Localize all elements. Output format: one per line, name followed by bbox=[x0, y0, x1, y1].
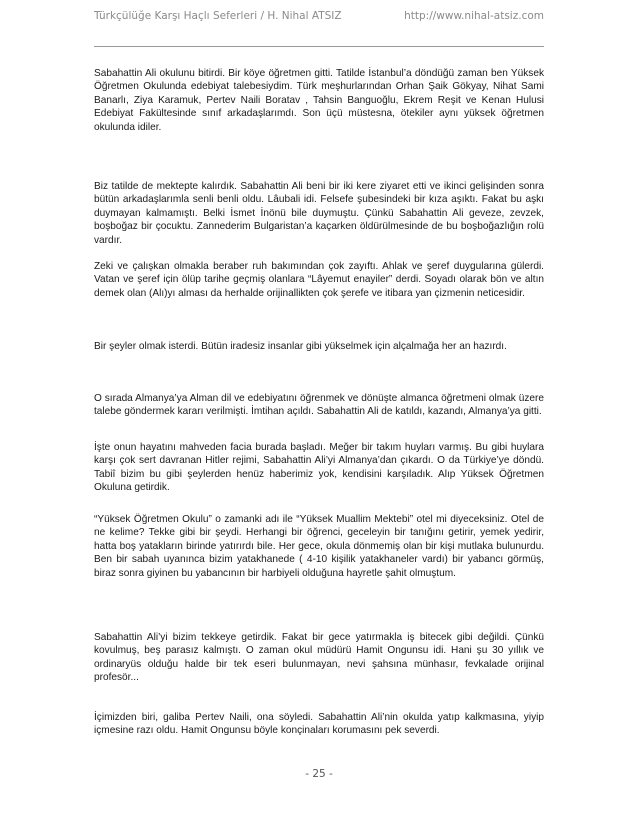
header-url[interactable]: http://www.nihal-atsiz.com bbox=[404, 10, 544, 22]
paragraph-7: “Yüksek Öğretmen Okulu” o zamanki adı ile “Yüksek Muallim Mektebi” otel mi diyeceksiniz. Otel de ne kelime? Tekke gibi bir şeydi. Herhangi bir öğrenci, geceleyin bir tanığını getirir, yemek yedirir, hatta boş yatakların birinde yatırırdı bile. Her gece, okula dönmemiş olan bir kişi mutlaka bulunurdu. Ben bir sabah uyanınca bizim yatakhanede ( 4-10 kişilik yatakhaneler vardı) bir yabancı görmüş, biraz sonra giyinen bu yabancının bir harbiyeli olduğuna hayretle şahit olmuştum. bbox=[94, 514, 544, 579]
page-number: - 25 - bbox=[305, 768, 333, 780]
header-divider bbox=[94, 46, 544, 47]
paragraph-3: Zeki ve çalışkan olmakla beraber ruh bakımından çok zayıftı. Ahlak ve şeref duygularına gülerdi. Vatan ve şeref için ölüp tarihe geçmiş olanlara “Lâyemut enayiler” derdi. Soyadı olarak bön ve altın demek olan (Alı)yı alması da herhalde orijinallikten çok şerefe ve itibara yan çizmenin neticesidir. bbox=[94, 261, 544, 299]
paragraph-2: Biz tatilde de mektepte kalırdık. Sabahattin Ali beni bir iki kere ziyaret etti ve ikinci gelişinden sonra bütün arkadaşlarımla senli benli oldu. Lâubali idi. Felsefe şubesindeki bir kıza aşıktı. Fakat bu aşkı duymayan kalmamıştı. Belki İsmet İnönü bile duymuştu. Çünkü Sabahattin Ali geveze, zevzek, boşboğaz bir çocuktu. Zannederim Bulgaristan’a kaçarken öldürülmesinde de bu boşboğazlığın rolü vardır. bbox=[94, 181, 544, 246]
paragraph-9: İçimizden biri, galiba Pertev Naili, ona söyledi. Sabahattin Ali’nin okulda yatıp kalkmasına, yiyip içmesine razı oldu. Hamit Ongunsu böyle konçinaları korumasını pek severdi. bbox=[94, 712, 544, 737]
paragraph-1: Sabahattin Ali okulunu bitirdi. Bir köye öğretmen gitti. Tatilde İstanbul’a döndüğü zaman ben Yüksek Öğretmen Okulunda edebiyat talebesiydim. Türk meşhurlarından Orhan Şaik Gökyay, Nihat Sami Banarlı, Ziya Karamuk, Pertev Naili Boratav , Tahsin Banguoğlu, Ekrem Reşit ve Kenan Hulusi Edebiyat Fakültesinde sınıf arkadaşlarımdı. Son üçü müstesna, ötekiler aynı yüksek öğretmen okulunda idiler. bbox=[94, 68, 544, 133]
header-title: Türkçülüğe Karşı Haçlı Seferleri / H. Nihal ATSIZ bbox=[94, 10, 342, 22]
paragraph-4: Bir şeyler olmak isterdi. Bütün iradesiz insanlar gibi yükselmek için alçalmağa her an hazırdı. bbox=[94, 341, 507, 352]
page-header bbox=[94, 10, 544, 32]
paragraph-5: O sırada Almanya’ya Alman dil ve edebiyatını öğrenmek ve dönüşte almanca öğretmeni olmak üzere talebe göndermek kararı verilmişti. İmtihan açıldı. Sabahattin Ali de katıldı, kazandı, Almanya’ya gitti. bbox=[94, 393, 544, 418]
paragraph-8: Sabahattin Ali’yi bizim tekkeye getirdik. Fakat bir gece yatırmakla iş bitecek gibi değildi. Çünkü kovulmuş, beş parasız kalmıştı. O zaman okul müdürü Hamit Ongunsu idi. Hani şu 30 yıllık ve ordinaryüs olduğu halde bir tek eseri bulunmayan, nevi şahsına münhasır, fevkalade orijinal profesör... bbox=[94, 632, 544, 684]
paragraph-6: İşte onun hayatını mahveden facia burada başladı. Meğer bir takım huyları varmış. Bu gibi huylara karşı çok sert davranan Hitler rejimi, Sabahattin Ali’yi Almanya’dan çıkardı. O da Türkiye’ye döndü. Tabiî bizim bu gibi şeylerden henüz haberimiz yok, kendisini karşıladık. Alıp Yüksek Öğretmen Okuluna getirdik. bbox=[94, 442, 544, 494]
